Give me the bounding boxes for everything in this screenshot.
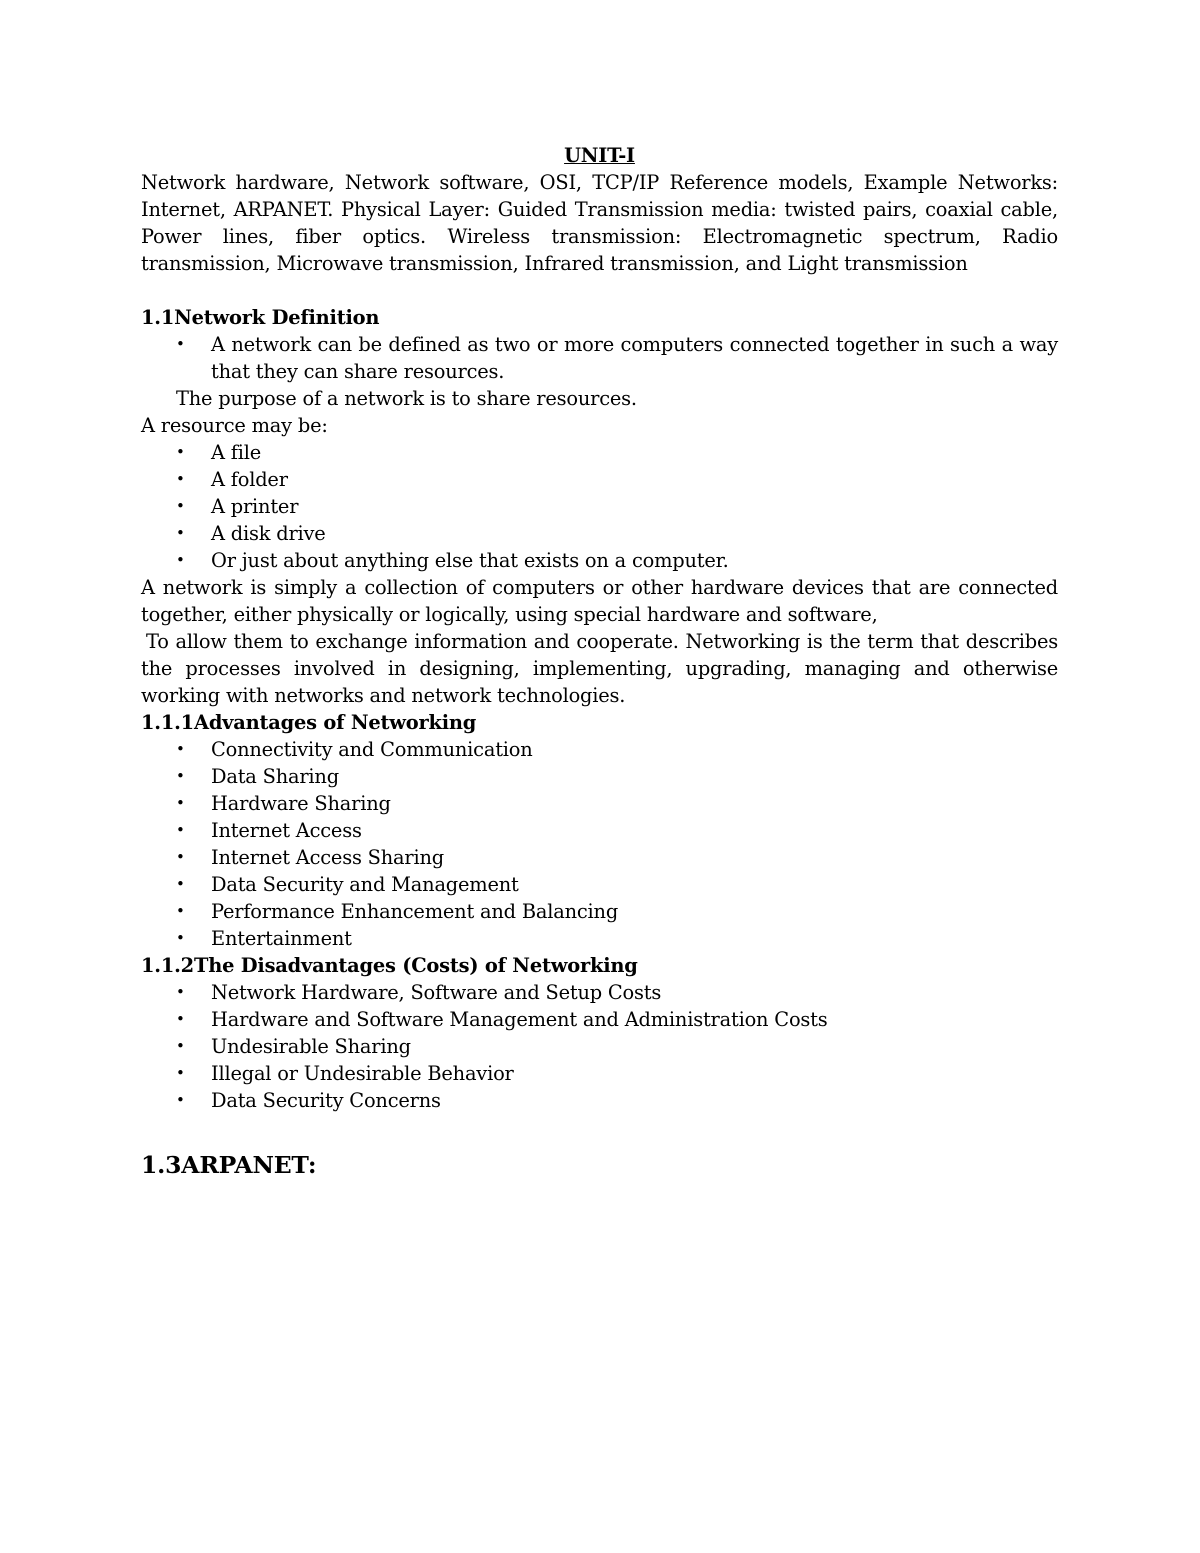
list-item <box>141 736 1058 763</box>
list-item <box>141 898 1058 925</box>
section-heading-network-definition: 1.1Network Definition <box>141 306 380 329</box>
section-heading-arpanet: 1.3ARPANET: <box>141 1151 317 1179</box>
definition-list <box>141 331 1058 385</box>
bullet-icon: • <box>176 821 185 839</box>
list-item-text: Undesirable Sharing <box>211 1035 411 1058</box>
list-item <box>141 1033 1058 1060</box>
bullet-icon: • <box>176 929 185 947</box>
list-item <box>141 493 1058 520</box>
list-item-text: A printer <box>211 495 299 518</box>
resource-list <box>141 439 1058 574</box>
list-item <box>141 817 1058 844</box>
bullet-icon: • <box>176 443 185 461</box>
list-item <box>141 925 1058 952</box>
spacer <box>141 1114 1058 1150</box>
list-item-text: A file <box>211 441 262 464</box>
list-item-text: Data Sharing <box>211 765 339 788</box>
bullet-icon: • <box>176 1037 185 1055</box>
spacer <box>141 277 1058 304</box>
list-item <box>141 871 1058 898</box>
list-item-text: Internet Access Sharing <box>211 846 444 869</box>
list-item <box>141 520 1058 547</box>
list-item-text: Connectivity and Communication <box>211 738 533 761</box>
bullet-icon: • <box>176 902 185 920</box>
bullet-icon: • <box>176 1010 185 1028</box>
bullet-icon: • <box>176 848 185 866</box>
list-item <box>141 1006 1058 1033</box>
list-item <box>141 547 1058 574</box>
purpose-text: The purpose of a network is to share resources. <box>176 387 637 410</box>
bullet-icon: • <box>176 470 185 488</box>
list-item-text: A folder <box>211 468 288 491</box>
list-item-text: Network Hardware, Software and Setup Costs <box>211 981 662 1004</box>
disadvantages-list <box>141 979 1058 1114</box>
list-item-text: A disk drive <box>211 522 326 545</box>
list-item-text: Data Security Concerns <box>211 1089 441 1112</box>
list-item <box>141 331 1058 385</box>
definition-text: A network can be defined as two or more computers connected together in such a way that they can share resources. <box>211 333 1058 383</box>
list-item-text: Entertainment <box>211 927 352 950</box>
bullet-icon: • <box>176 794 185 812</box>
bullet-icon: • <box>176 551 185 569</box>
list-item <box>141 439 1058 466</box>
bullet-icon: • <box>176 983 185 1001</box>
section-heading-advantages: 1.1.1Advantages of Networking <box>141 711 477 734</box>
list-item <box>141 1087 1058 1114</box>
list-item-text: Illegal or Undesirable Behavior <box>211 1062 514 1085</box>
list-item-text: Performance Enhancement and Balancing <box>211 900 619 923</box>
list-item <box>141 763 1058 790</box>
network-paragraph-2: To allow them to exchange information and cooperate. Networking is the term that describes the processes involved in designing, implementing, upgrading, managing and otherwise working with networks and network technologies. <box>141 630 1058 707</box>
bullet-icon: • <box>176 1091 185 1109</box>
advantages-list <box>141 736 1058 952</box>
bullet-icon: • <box>176 335 185 353</box>
list-item <box>141 844 1058 871</box>
bullet-icon: • <box>176 1064 185 1082</box>
list-item-text: Internet Access <box>211 819 362 842</box>
bullet-icon: • <box>176 740 185 758</box>
resource-intro: A resource may be: <box>141 414 328 437</box>
list-item-text: Or just about anything else that exists on a computer. <box>211 549 729 572</box>
bullet-icon: • <box>176 767 185 785</box>
unit-title: UNIT-I <box>564 144 635 167</box>
network-paragraph-1: A network is simply a collection of computers or other hardware devices that are connected together, either physically or logically, using special hardware and software, <box>141 576 1058 626</box>
document-page <box>141 142 1058 1180</box>
list-item-text: Hardware and Software Management and Administration Costs <box>211 1008 828 1031</box>
list-item-text: Data Security and Management <box>211 873 519 896</box>
syllabus-paragraph: Network hardware, Network software, OSI, TCP/IP Reference models, Example Networks: Internet, ARPANET. Physical Layer: Guided Transmission media: twisted pairs, coaxial cable, Power lines, fiber optics. Wireless transmission: Electromagnetic spectrum, Radio transmission, Microwave transmission, Infrared transmission, and Light transmission <box>141 171 1058 275</box>
list-item <box>141 790 1058 817</box>
section-heading-disadvantages: 1.1.2The Disadvantages (Costs) of Networking <box>141 954 638 977</box>
list-item <box>141 466 1058 493</box>
list-item <box>141 979 1058 1006</box>
list-item-text: Hardware Sharing <box>211 792 391 815</box>
list-item <box>141 1060 1058 1087</box>
bullet-icon: • <box>176 497 185 515</box>
bullet-icon: • <box>176 524 185 542</box>
bullet-icon: • <box>176 875 185 893</box>
